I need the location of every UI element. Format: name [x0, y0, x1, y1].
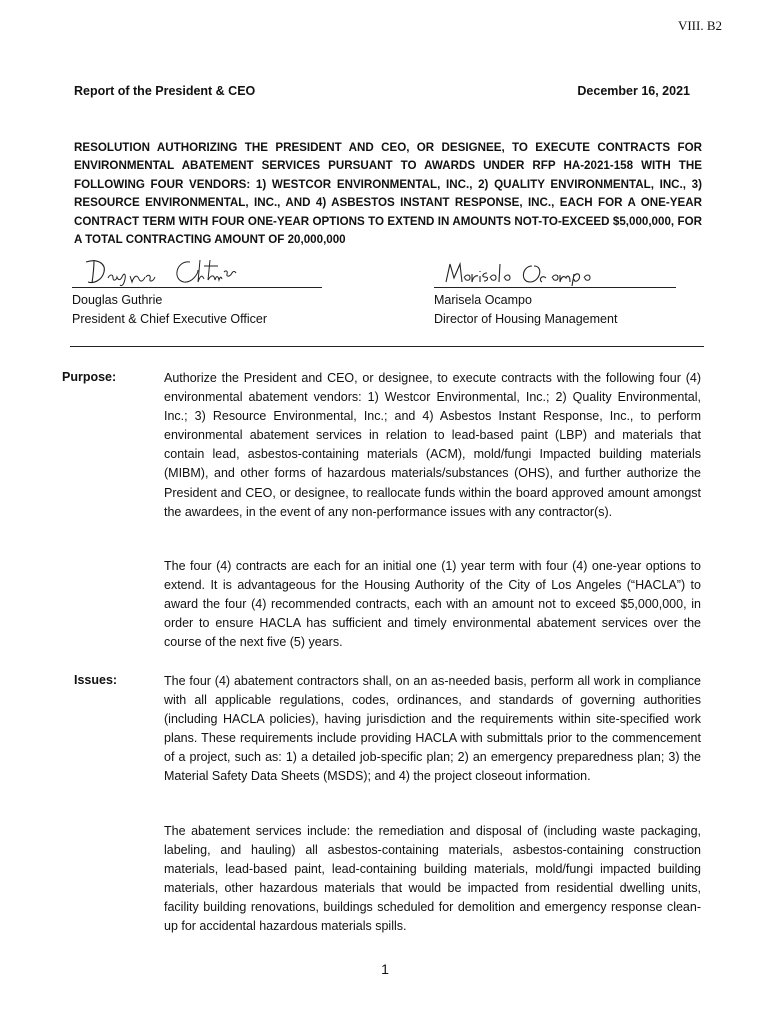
signature-block-president	[72, 256, 322, 329]
signature-douglas-guthrie	[72, 256, 322, 288]
signer-name: Douglas Guthrie	[72, 293, 163, 307]
signature-marisela-ocampo	[434, 256, 676, 288]
page-number: 1	[381, 961, 389, 977]
signer-name: Marisela Ocampo	[434, 293, 532, 307]
signature-block-director	[434, 256, 676, 329]
report-title: Report of the President & CEO	[74, 84, 256, 98]
issues-label: Issues:	[74, 673, 118, 687]
issues-paragraph-2: The abatement services include: the remediation and disposal of (including waste packaging, labeling, and hauling) all asbestos-containing materials, asbestos-containing construction materials, lead-based paint, lead-containing building materials, mold/fungi impacted building materials, other hazardous materials that would be impacted from residential dwelling units, facility building renovations, buildings scheduled for demolition and emergency response clean-up for accidental hazardous materials spills.	[164, 824, 701, 934]
issues-paragraph-1: The four (4) abatement contractors shall, on an as-needed basis, perform all work in compliance with all applicable regulations, codes, ordinances, and standards of governing authorities (including HACLA policies), having jurisdiction and the requirements within site-specified work plans. These requirements include providing HACLA with submittals prior to the commencement of a project, such as: 1) a detailed job-specific plan; 2) an emergency preparedness plan; 3) the Material Safety Data Sheets (MSDS); and 4) the project closeout information.	[164, 674, 701, 784]
purpose-label: Purpose:	[62, 370, 117, 384]
signer-title: Director of Housing Management	[434, 312, 618, 326]
purpose-paragraph-2: The four (4) contracts are each for an initial one (1) year term with four (4) one-year options to extend. It is advantageous for the Housing Authority of the City of Los Angeles (“HACLA”) to award the four (4) recommended contracts, each with an amount not to exceed $5,000,000, in order to ensure HACLA has sufficient and timely environmental abatement services over the course of the next five (5) years.	[164, 559, 701, 650]
purpose-paragraph-1: Authorize the President and CEO, or designee, to execute contracts with the following four (4) environmental abatement vendors: 1) Westcor Environmental, Inc.; 2) Quality Environmental, Inc.; 3) Resource Environmental, Inc.; and 4) Asbestos Instant Response, Inc., to perform environmental abatement services in relation to lead-based paint (LBP) and materials that contain lead, asbestos-containing materials (ACM), mold/fungi Impacted building materials (MIBM), and other forms of hazardous materials/substances (OHS), and further authorize the President and CEO, or designee, to reallocate funds within the board approved amount amongst the awardees, in the event of any non-performance issues with any contractor(s).	[164, 371, 701, 519]
signer-title: President & Chief Executive Officer	[72, 312, 267, 326]
section-divider	[70, 346, 704, 347]
page-code: VIII. B2	[677, 18, 722, 33]
report-date: December 16, 2021	[577, 84, 690, 98]
resolution-title: RESOLUTION AUTHORIZING THE PRESIDENT AND CEO, OR DESIGNEE, TO EXECUTE CONTRACTS FOR ENVIRONMENTAL ABATEMENT SERVICES PURSUANT TO AWARDS UNDER RFP HA-2021-158 WITH THE FOLLOWING FOUR VENDORS: 1) WESTCOR ENVIRONMENTAL, INC., 2) QUALITY ENVIRONMENTAL, INC., 3) RESOURCE ENVIRONMENTAL, INC., AND 4) ASBESTOS INSTANT RESPONSE, INC., EACH FOR A ONE-YEAR CONTRACT TERM WITH FOUR ONE-YEAR OPTIONS TO EXTEND IN AMOUNTS NOT-TO-EXCEED $5,000,000, FOR A TOTAL CONTRACTING AMOUNT OF 20,000,000	[74, 141, 702, 247]
